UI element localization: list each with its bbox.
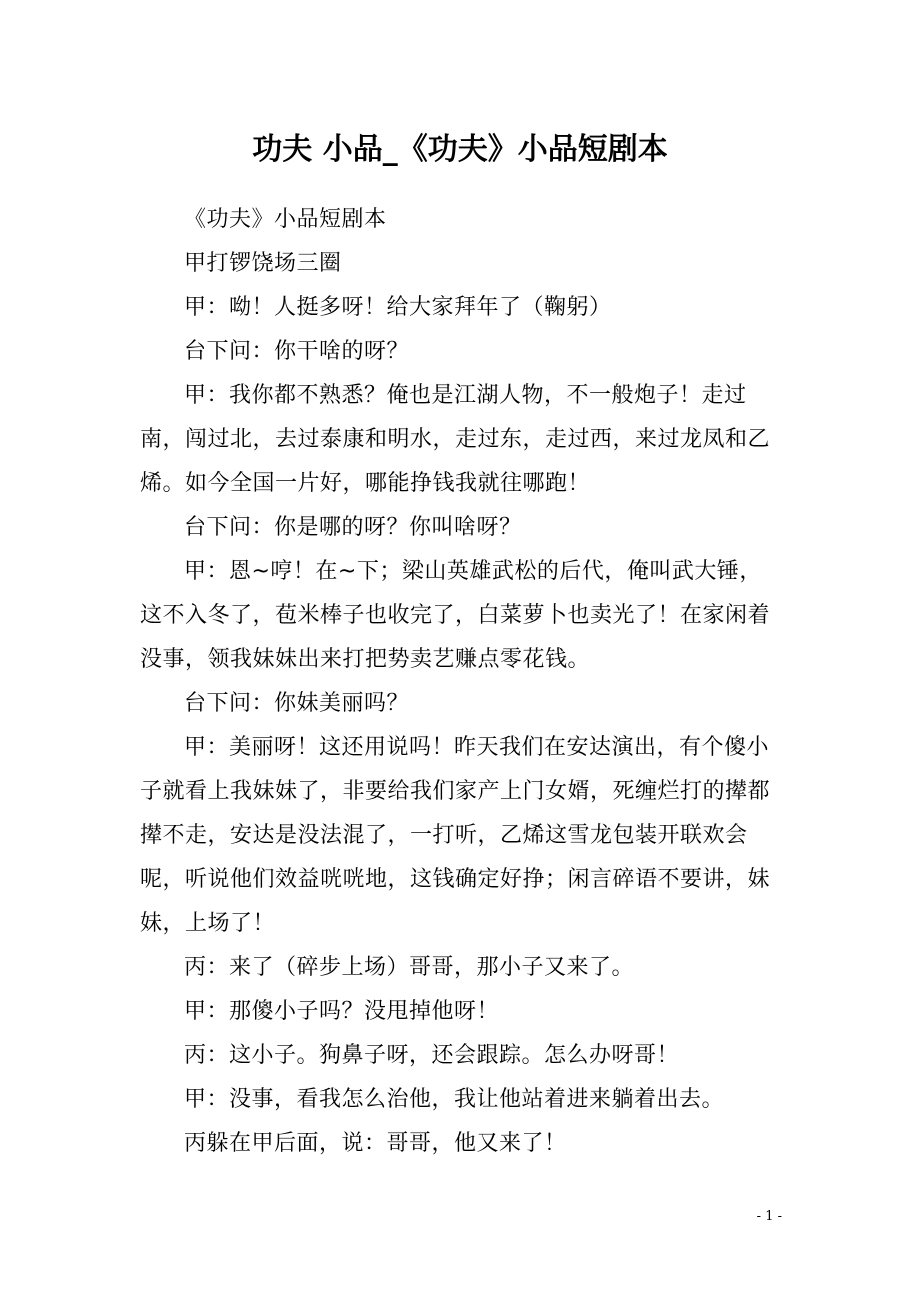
paragraph: 甲打锣饶场三圈	[184, 251, 342, 276]
paragraph: 丙：这小子。狗鼻子呀，还会跟踪。怎么办呀哥！	[184, 1043, 680, 1068]
paragraph: 甲：那傻小子吗？没甩掉他呀！	[184, 999, 500, 1024]
paragraph: 丙：来了（碎步上场）哥哥，那小子又来了。	[184, 955, 635, 980]
paragraph: 《功夫》小品短剧本	[184, 207, 387, 232]
paragraph: 甲：没事，看我怎么治他，我让他站着进来躺着出去。	[184, 1087, 725, 1112]
paragraph: 台下问：你妹美丽吗？	[184, 691, 410, 716]
paragraph: 台下问：你干啥的呀？	[184, 339, 410, 364]
paragraph: 甲：呦！人挺多呀！给大家拜年了（鞠躬）	[184, 295, 612, 320]
paragraph: 甲：我你都不熟悉？俺也是江湖人物，不一般炮子！走过南，闯过北，去过泰康和明水，走过东，走过西，来过龙凤和乙烯。如今全国一片好，哪能挣钱我就往哪跑！	[140, 383, 771, 496]
page-number: - 1 -	[756, 1209, 782, 1224]
paragraph: 甲：美丽呀！这还用说吗！昨天我们在安达演出，有个傻小子就看上我妹妹了，非要给我们家产上门女婿，死缠烂打的撵都撵不走，安达是没法混了，一打听，乙烯这雪龙包装开联欢会呢，听说他们效益咣咣地，这钱确定好挣；闲言碎语不要讲，妹妹，上场了！	[140, 735, 771, 936]
paragraph: 台下问：你是哪的呀？你叫啥呀？	[184, 515, 522, 540]
paragraph: 丙躲在甲后面，说：哥哥，他又来了！	[184, 1131, 567, 1156]
document-body	[140, 198, 780, 1166]
document-title: 功夫 小品_《功夫》小品短剧本	[252, 132, 668, 167]
paragraph: 甲：恩~哼！在~下；梁山英雄武松的后代，俺叫武大锤，这不入冬了，苞米棒子也收完了，白菜萝卜也卖光了！在家闲着没事，领我妹妹出来打把势卖艺赚点零花钱。	[140, 559, 771, 672]
